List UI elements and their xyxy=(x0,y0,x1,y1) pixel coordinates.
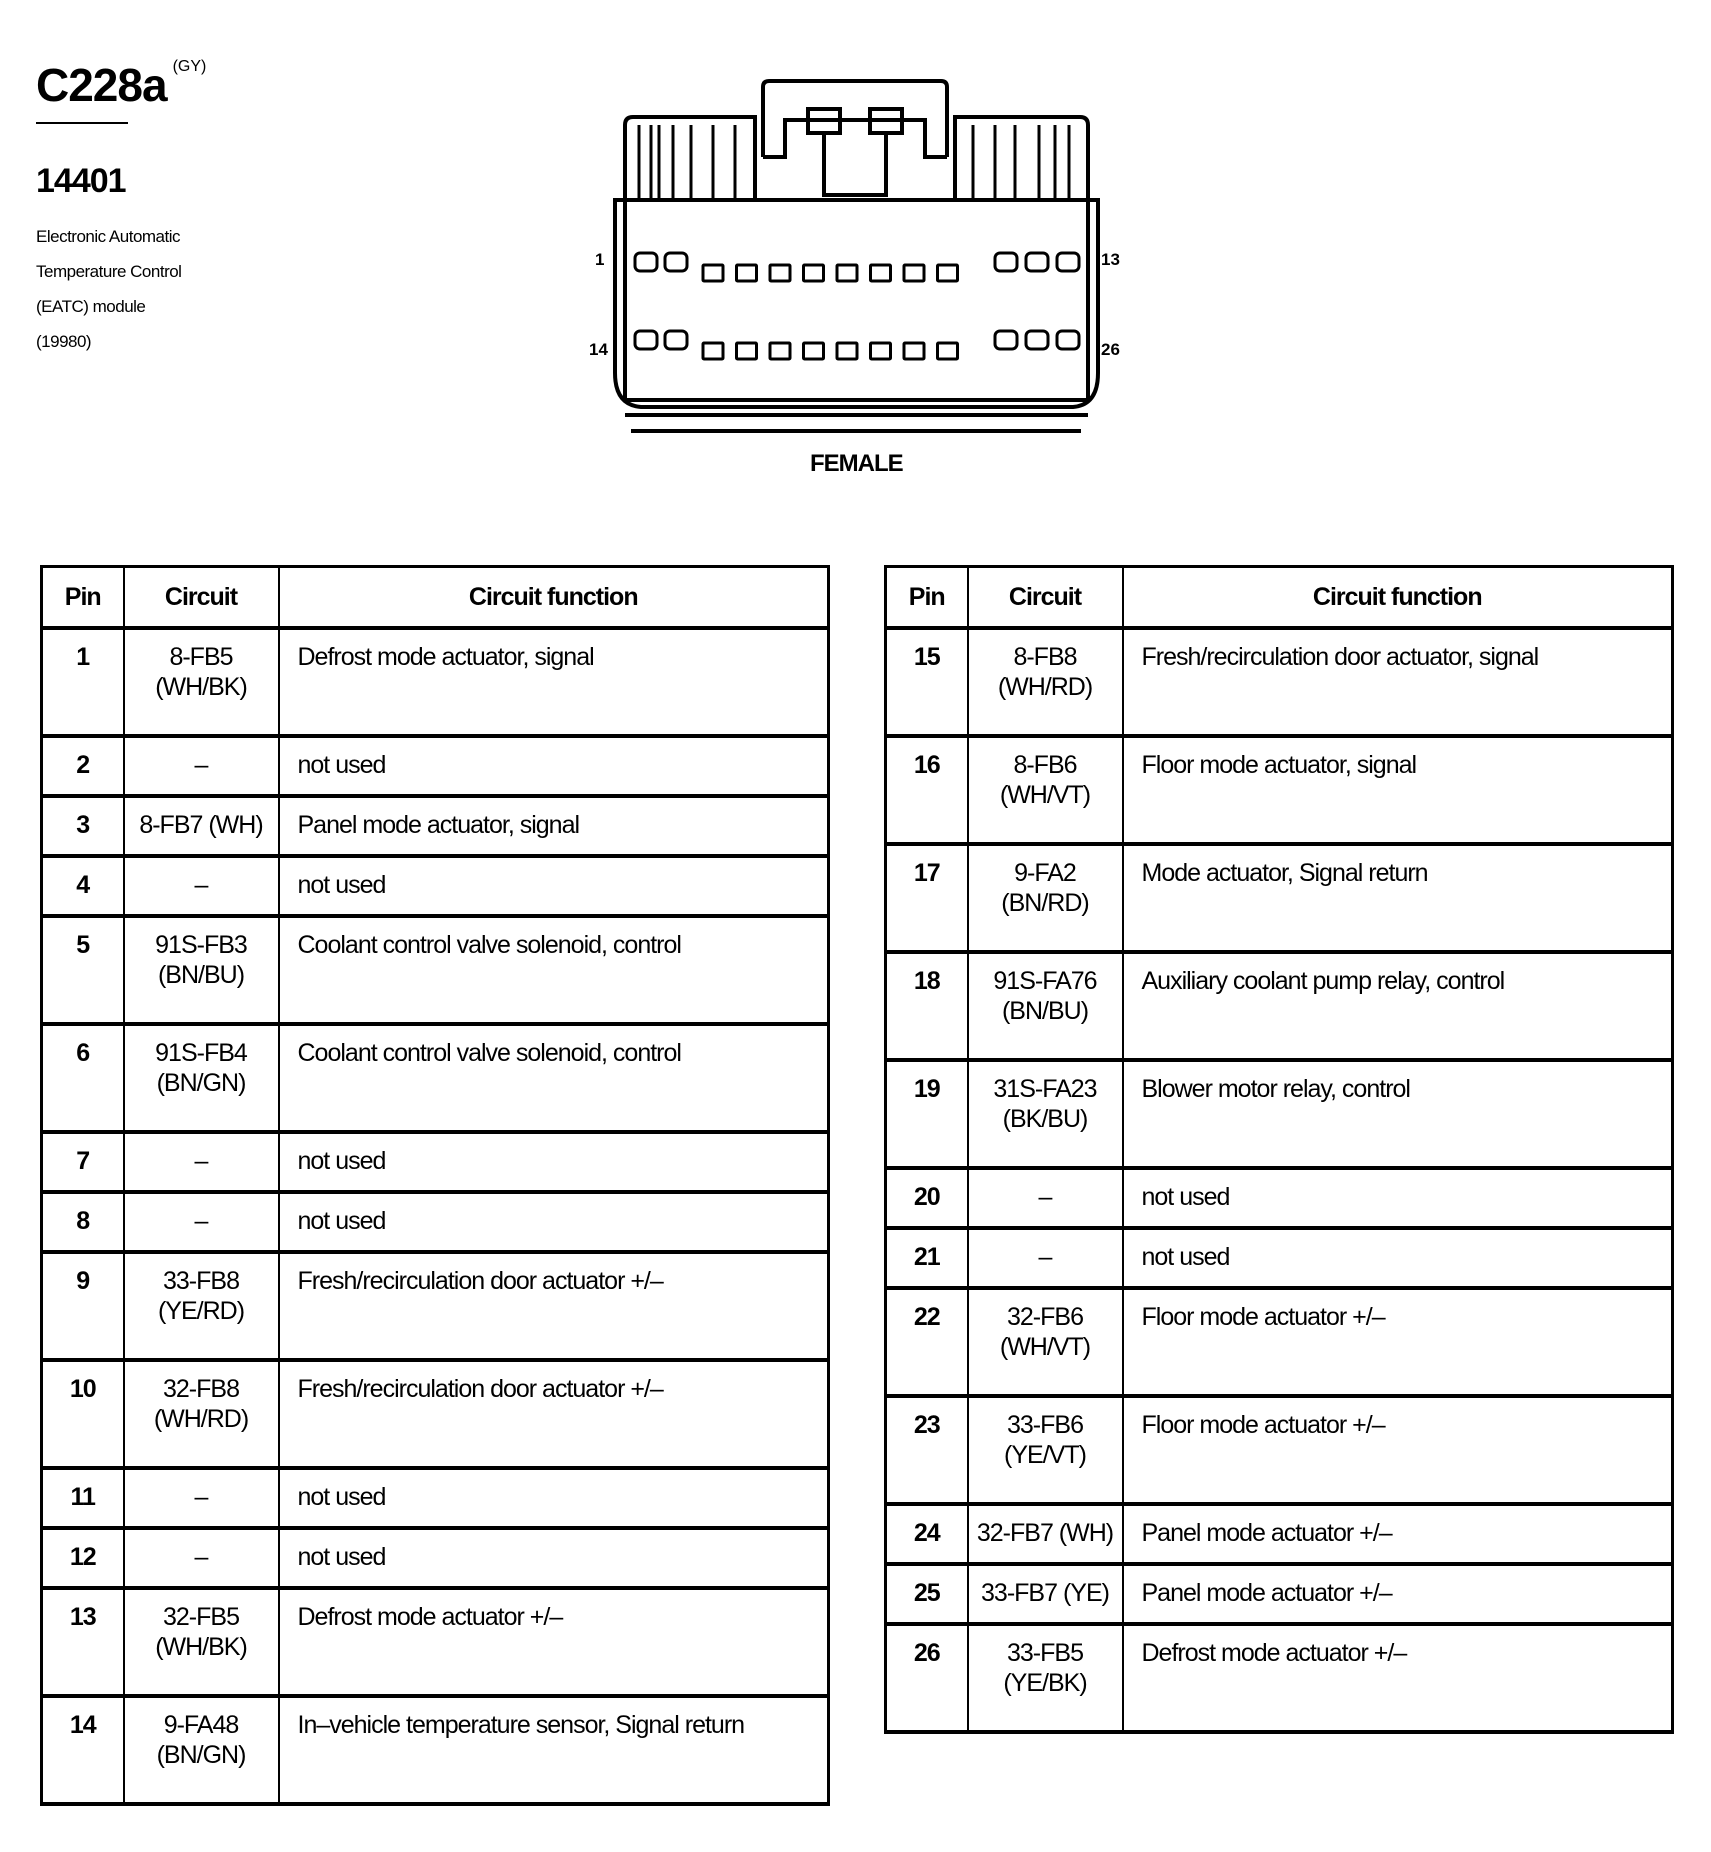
pin-cavity-8 xyxy=(871,265,891,281)
description-line: Temperature Control xyxy=(36,262,182,281)
pin-cavity-24 xyxy=(995,331,1017,349)
circuit-function-cell: Defrost mode actuator +/– xyxy=(279,1588,829,1696)
circuit-function-cell: not used xyxy=(279,1468,829,1528)
column-header-pin: Pin xyxy=(886,567,968,629)
circuit-function-cell: Defrost mode actuator, signal xyxy=(279,628,829,736)
circuit-cell xyxy=(968,736,1123,844)
pinout-table-left xyxy=(40,565,830,1806)
circuit-line: 8-FB5 xyxy=(169,643,233,671)
circuit-function-cell: not used xyxy=(279,1132,829,1192)
circuit-line: (WH/RD) xyxy=(153,1405,249,1433)
table-header-row xyxy=(886,567,1673,629)
circuit-line: (WH/RD) xyxy=(997,673,1093,701)
circuit-line: 91S-FB4 xyxy=(155,1039,247,1067)
pin-cavity-21 xyxy=(871,343,891,359)
circuit-function-cell: Fresh/recirculation door actuator +/– xyxy=(279,1252,829,1360)
pin-cavity-10 xyxy=(938,265,958,281)
pin-number-cell: 18 xyxy=(886,952,968,1060)
circuit-function-cell: Fresh/recirculation door actuator +/– xyxy=(279,1360,829,1468)
circuit-line: 32-FB8 xyxy=(163,1375,239,1403)
circuit-line: – xyxy=(194,1147,208,1175)
circuit-function-cell: Blower motor relay, control xyxy=(1123,1060,1673,1168)
circuit-function-cell: Panel mode actuator +/– xyxy=(1123,1504,1673,1564)
pin-cavity-15 xyxy=(665,331,687,349)
table-row xyxy=(886,952,1673,1060)
circuit-function-cell: Floor mode actuator +/– xyxy=(1123,1288,1673,1396)
column-header-circuit: Circuit xyxy=(968,567,1123,629)
circuit-line: 33-FB6 xyxy=(1007,1411,1083,1439)
circuit-function-cell: Auxiliary coolant pump relay, control xyxy=(1123,952,1673,1060)
pin-cavity-3 xyxy=(703,265,723,281)
table-row xyxy=(42,796,829,856)
pin-number-cell: 23 xyxy=(886,1396,968,1504)
pin-number-cell: 6 xyxy=(42,1024,124,1132)
pin-number-cell: 25 xyxy=(886,1564,968,1624)
table-row xyxy=(886,1564,1673,1624)
table-row xyxy=(42,736,829,796)
circuit-function-cell: In–vehicle temperature sensor, Signal return xyxy=(279,1696,829,1804)
circuit-function-cell: not used xyxy=(279,1192,829,1252)
table-row xyxy=(42,628,829,736)
pin-number-cell: 1 xyxy=(42,628,124,736)
table-row xyxy=(886,1288,1673,1396)
circuit-cell xyxy=(124,1360,279,1468)
connector-title xyxy=(36,58,216,111)
pin-cavity-7 xyxy=(837,265,857,281)
pin-number-cell: 20 xyxy=(886,1168,968,1228)
connector-color-code: (GY) xyxy=(172,58,207,75)
circuit-cell xyxy=(968,952,1123,1060)
circuit-cell xyxy=(968,844,1123,952)
circuit-cell xyxy=(124,736,279,796)
table-row xyxy=(886,1228,1673,1288)
pin-number-cell: 21 xyxy=(886,1228,968,1288)
connector-face-label: FEMALE xyxy=(810,450,903,477)
circuit-cell xyxy=(124,1588,279,1696)
circuit-line: – xyxy=(194,871,208,899)
pin-cavity-2 xyxy=(665,253,687,271)
pin-cavity-6 xyxy=(804,265,824,281)
description-line: Electronic Automatic xyxy=(36,227,181,246)
circuit-line: (YE/VT) xyxy=(1004,1441,1086,1469)
circuit-cell xyxy=(968,628,1123,736)
table-row xyxy=(886,1060,1673,1168)
circuit-line: 33-FB8 xyxy=(163,1267,239,1295)
circuit-line: – xyxy=(194,1207,208,1235)
circuit-cell xyxy=(968,1288,1123,1396)
circuit-cell xyxy=(124,628,279,736)
table-row xyxy=(886,1396,1673,1504)
pin-number-cell: 3 xyxy=(42,796,124,856)
circuit-function-cell: not used xyxy=(279,736,829,796)
table-row xyxy=(886,844,1673,952)
table-row xyxy=(42,1528,829,1588)
pin-number-cell: 9 xyxy=(42,1252,124,1360)
circuit-function-cell: Mode actuator, Signal return xyxy=(1123,844,1673,952)
circuit-line: (WH/VT) xyxy=(999,1333,1091,1361)
pin-cavity-17 xyxy=(737,343,757,359)
pin-number-cell: 17 xyxy=(886,844,968,952)
table-row xyxy=(886,628,1673,736)
table-row xyxy=(42,856,829,916)
table-row xyxy=(42,1132,829,1192)
pin-cavity-23 xyxy=(938,343,958,359)
connector-id: C228a xyxy=(36,59,167,111)
circuit-line: 8-FB8 xyxy=(1013,643,1077,671)
circuit-line: (BN/GN) xyxy=(156,1741,246,1769)
pin-number-cell: 13 xyxy=(42,1588,124,1696)
circuit-line: – xyxy=(1038,1243,1052,1271)
pin-cavity-18 xyxy=(770,343,790,359)
pin-cavity-12 xyxy=(1026,253,1048,271)
pin-number-cell: 7 xyxy=(42,1132,124,1192)
connector-face-diagram xyxy=(589,75,1145,435)
pin-number-cell: 26 xyxy=(886,1624,968,1732)
circuit-function-cell: Coolant control valve solenoid, control xyxy=(279,1024,829,1132)
circuit-cell xyxy=(968,1396,1123,1504)
circuit-line: (WH/BK) xyxy=(155,673,247,701)
circuit-cell xyxy=(124,856,279,916)
circuit-function-cell: Panel mode actuator, signal xyxy=(279,796,829,856)
pin-number-cell: 2 xyxy=(42,736,124,796)
pin-number-cell: 19 xyxy=(886,1060,968,1168)
circuit-function-cell: Coolant control valve solenoid, control xyxy=(279,916,829,1024)
table-row xyxy=(42,1024,829,1132)
table-row xyxy=(42,1252,829,1360)
circuit-cell xyxy=(968,1564,1123,1624)
column-header-function: Circuit function xyxy=(1123,567,1673,629)
circuit-function-cell: not used xyxy=(1123,1228,1673,1288)
circuit-line: 9-FA48 xyxy=(163,1711,239,1739)
table-row xyxy=(886,1504,1673,1564)
circuit-line: (BN/GN) xyxy=(156,1069,246,1097)
pin-cavity-25 xyxy=(1026,331,1048,349)
table-row xyxy=(42,1588,829,1696)
circuit-cell xyxy=(124,796,279,856)
pin-cavity-5 xyxy=(770,265,790,281)
pinout-table-right xyxy=(884,565,1674,1734)
pin-label-14: 14 xyxy=(589,340,608,359)
circuit-line: (BN/BU) xyxy=(157,961,245,989)
pin-number-cell: 14 xyxy=(42,1696,124,1804)
circuit-line: (BN/BU) xyxy=(1001,997,1089,1025)
circuit-cell xyxy=(124,1468,279,1528)
pin-cavity-4 xyxy=(737,265,757,281)
circuit-line: – xyxy=(194,1483,208,1511)
housing-ribs xyxy=(639,125,1069,200)
pin-label-26: 26 xyxy=(1101,340,1120,359)
table-row xyxy=(42,916,829,1024)
connector-description xyxy=(36,219,216,359)
column-header-pin: Pin xyxy=(42,567,124,629)
circuit-line: (WH/VT) xyxy=(999,781,1091,809)
circuit-cell xyxy=(968,1624,1123,1732)
circuit-line: (BK/BU) xyxy=(1002,1105,1088,1133)
table-header-row xyxy=(42,567,829,629)
pin-cavity-9 xyxy=(904,265,924,281)
pin-number-cell: 11 xyxy=(42,1468,124,1528)
pin-number-cell: 24 xyxy=(886,1504,968,1564)
circuit-cell xyxy=(124,1192,279,1252)
circuit-line: 32-FB7 (WH) xyxy=(976,1519,1114,1547)
circuit-cell xyxy=(124,1024,279,1132)
circuit-cell xyxy=(968,1060,1123,1168)
header-rule xyxy=(36,122,128,124)
circuit-line: 91S-FB3 xyxy=(155,931,247,959)
pin-cavity-26 xyxy=(1057,331,1079,349)
table-row xyxy=(42,1360,829,1468)
circuit-line: 8-FB6 xyxy=(1013,751,1077,779)
circuit-function-cell: not used xyxy=(279,856,829,916)
pin-number-cell: 15 xyxy=(886,628,968,736)
column-header-circuit: Circuit xyxy=(124,567,279,629)
pin-number-cell: 12 xyxy=(42,1528,124,1588)
circuit-line: – xyxy=(1038,1183,1052,1211)
pin-number-cell: 4 xyxy=(42,856,124,916)
circuit-function-cell: not used xyxy=(279,1528,829,1588)
circuit-line: 33-FB5 xyxy=(1007,1639,1083,1667)
pin-cavity-20 xyxy=(837,343,857,359)
pin-number-cell: 8 xyxy=(42,1192,124,1252)
table-row xyxy=(42,1468,829,1528)
pin-number-cell: 16 xyxy=(886,736,968,844)
circuit-line: 9-FA2 xyxy=(1014,859,1076,887)
circuit-line: 91S-FA76 xyxy=(993,967,1097,995)
table-row xyxy=(886,736,1673,844)
circuit-cell xyxy=(124,1696,279,1804)
circuit-cell xyxy=(124,1252,279,1360)
circuit-cell xyxy=(968,1168,1123,1228)
circuit-function-cell: Fresh/recirculation door actuator, signal xyxy=(1123,628,1673,736)
pin-number-cell: 5 xyxy=(42,916,124,1024)
circuit-line: 8-FB7 (WH) xyxy=(139,811,263,839)
table-row xyxy=(886,1168,1673,1228)
circuit-cell xyxy=(968,1228,1123,1288)
circuit-line: 32-FB6 xyxy=(1007,1303,1083,1331)
description-line: (EATC) module xyxy=(36,297,146,316)
table-row xyxy=(886,1624,1673,1732)
pin-label-1: 1 xyxy=(595,250,605,269)
circuit-function-cell: not used xyxy=(1123,1168,1673,1228)
circuit-cell xyxy=(124,1132,279,1192)
circuit-line: 33-FB7 (YE) xyxy=(981,1579,1109,1607)
circuit-line: (WH/BK) xyxy=(155,1633,247,1661)
pin-cavity-19 xyxy=(804,343,824,359)
pin-cavity-22 xyxy=(904,343,924,359)
circuit-function-cell: Defrost mode actuator +/– xyxy=(1123,1624,1673,1732)
table-row xyxy=(42,1696,829,1804)
circuit-line: (YE/RD) xyxy=(157,1297,245,1325)
pin-cavity-11 xyxy=(995,253,1017,271)
column-header-function: Circuit function xyxy=(279,567,829,629)
pin-cavity-16 xyxy=(703,343,723,359)
circuit-line: 32-FB5 xyxy=(163,1603,239,1631)
circuit-line: 31S-FA23 xyxy=(993,1075,1097,1103)
description-line: (19980) xyxy=(36,332,92,351)
circuit-line: (BN/RD) xyxy=(1001,889,1089,917)
circuit-function-cell: Floor mode actuator +/– xyxy=(1123,1396,1673,1504)
circuit-line: (YE/BK) xyxy=(1003,1669,1087,1697)
pin-cavity-13 xyxy=(1057,253,1079,271)
circuit-function-cell: Panel mode actuator +/– xyxy=(1123,1564,1673,1624)
circuit-function-cell: Floor mode actuator, signal xyxy=(1123,736,1673,844)
circuit-cell xyxy=(968,1504,1123,1564)
pin-number-cell: 10 xyxy=(42,1360,124,1468)
pin-cavities xyxy=(635,253,1079,359)
pin-number-cell: 22 xyxy=(886,1288,968,1396)
pin-cavity-14 xyxy=(635,331,657,349)
table-row xyxy=(42,1192,829,1252)
pin-cavity-1 xyxy=(635,253,657,271)
circuit-line: – xyxy=(194,1543,208,1571)
pin-label-13: 13 xyxy=(1101,250,1120,269)
circuit-line: – xyxy=(194,751,208,779)
circuit-cell xyxy=(124,916,279,1024)
circuit-cell xyxy=(124,1528,279,1588)
connector-header xyxy=(36,58,216,359)
part-number: 14401 xyxy=(36,162,126,200)
